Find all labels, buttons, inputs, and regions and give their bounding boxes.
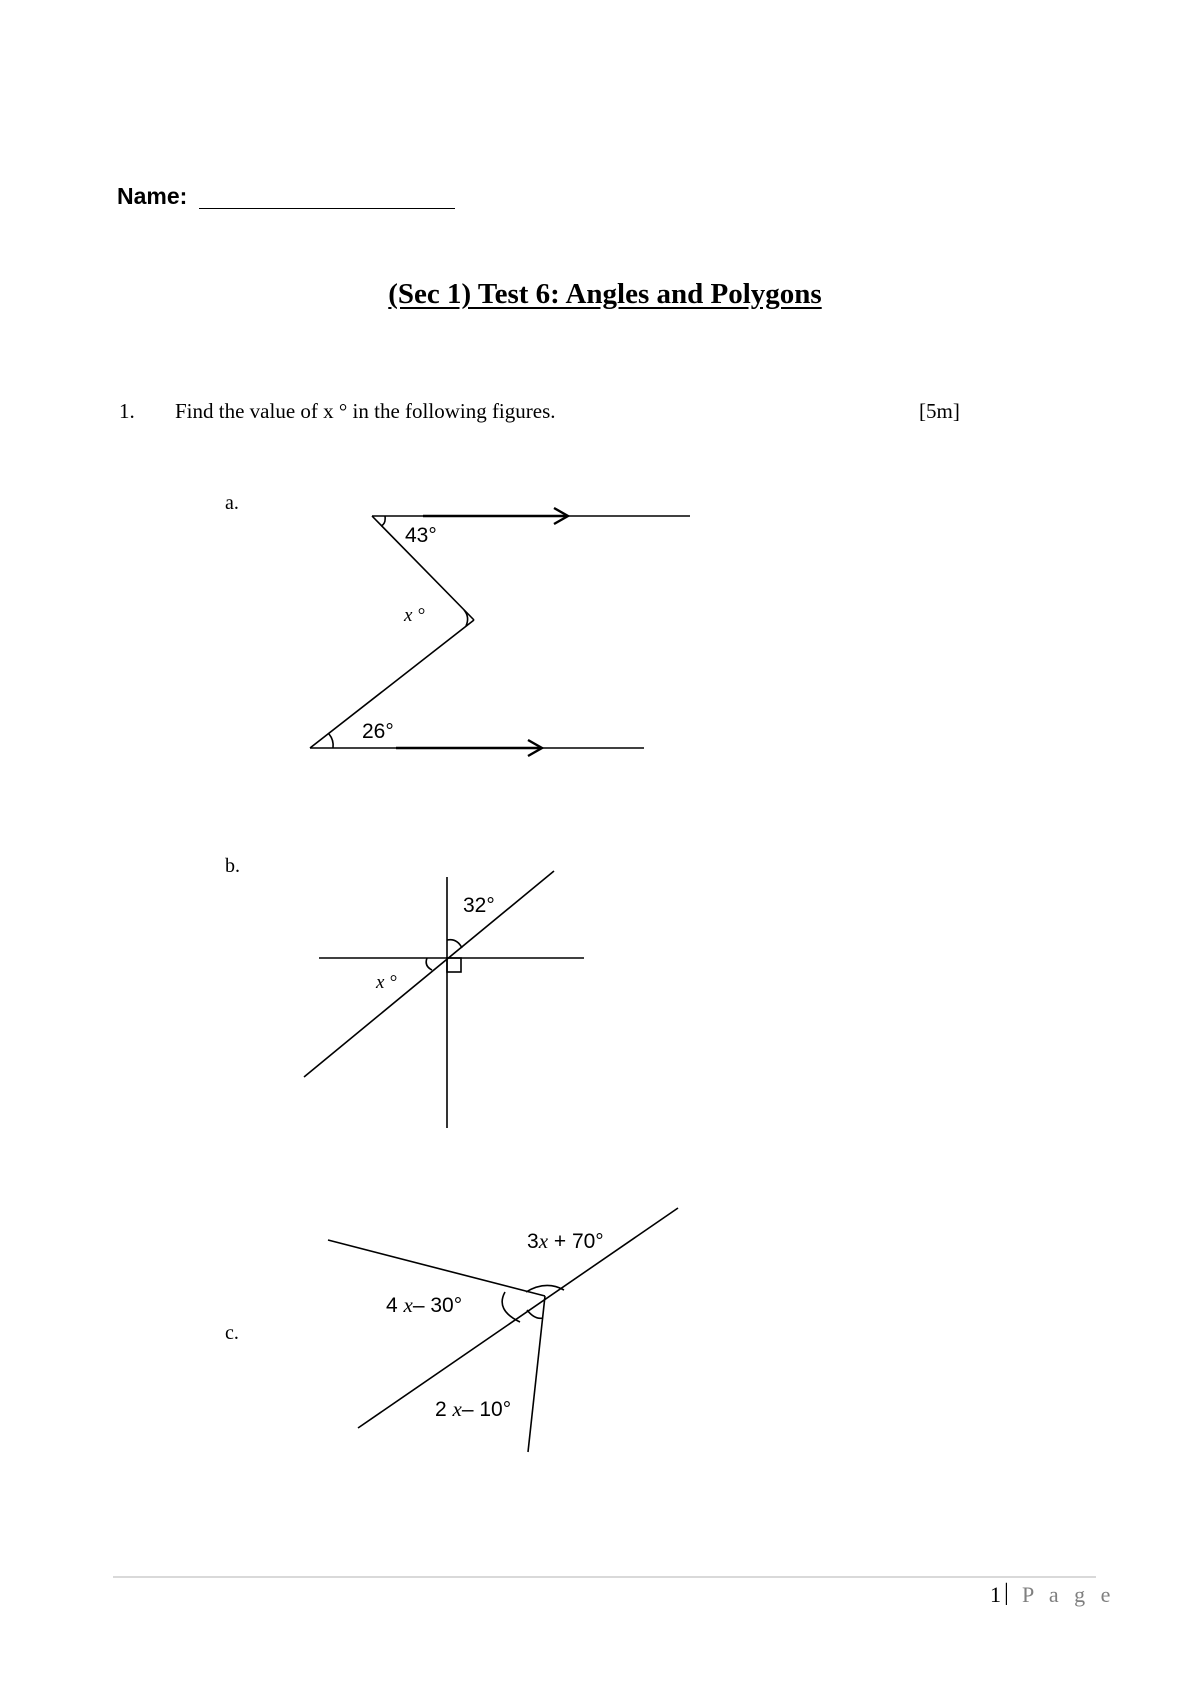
figure-c-arc-bottom [527,1310,543,1318]
figure-a-angle-x: x ° [404,605,425,626]
part-c-label: c. [225,1322,239,1344]
figure-b-arc-32 [447,940,462,948]
figure-a-angle-bottom: 26° [362,720,394,743]
figure-c-left-ray [328,1240,545,1296]
figure-c-expr-bottom: 2 x– 10° [435,1397,512,1421]
footer-page-label: P a g e [1022,1582,1116,1607]
figure-a-arc-top [381,516,385,526]
question-number: 1. [119,399,135,423]
question-marks: [5m] [919,399,960,423]
figure-b-right-angle-mark [447,958,461,972]
figure-a-angle-top: 43° [405,524,437,547]
figure-b-arc-x [426,958,432,970]
figure-c-expr-top: 3x + 70° [527,1229,604,1253]
footer-rule [113,1576,1096,1578]
name-label: Name: [117,183,188,209]
figure-c-bottom-ray [528,1296,545,1452]
figure-b-angle-x: x ° [376,972,397,993]
figure-c-long-line [358,1208,678,1428]
part-b-label: b. [225,855,240,877]
footer-page-number: 1 [990,1582,1001,1607]
figure-c-expr-left: 4 x– 30° [386,1293,463,1317]
footer-separator: | [1004,1580,1009,1606]
figure-b-diagonal-line [304,871,554,1077]
figure-a-arc-bottom [329,734,333,748]
part-a-label: a. [225,492,239,514]
page-title: (Sec 1) Test 6: Angles and Polygons [388,278,822,310]
figure-b-angle-top: 32° [463,894,495,917]
question-text: Find the value of x ° in the following figures. [175,399,556,423]
figure-b [304,871,584,1128]
figure-a [310,508,690,756]
